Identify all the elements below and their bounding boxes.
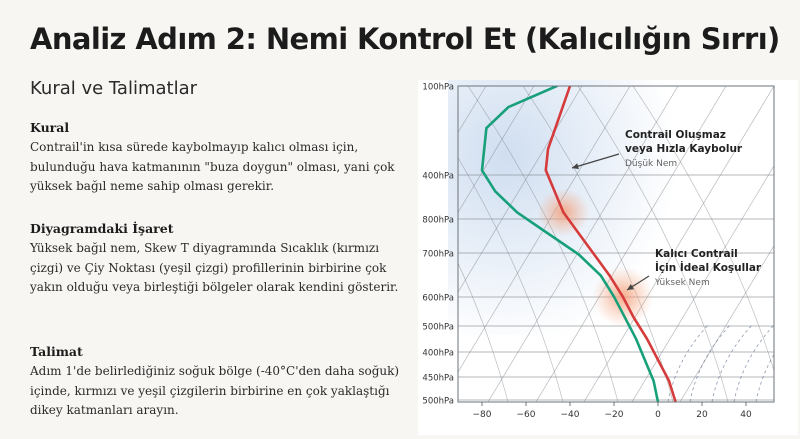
instruction-text: Adım 1'de belirlediğiniz soğuk bölge (-40°C'den daha soğuk) içinde, kırmızı ve yeşil çizgilerin birbirine en çok yaklaştığı dikey katmanları arayın. (30, 364, 400, 417)
x-tick-label: −80 (472, 410, 492, 420)
diagram-sign-heading: Diyagramdaki İşaret (30, 221, 174, 236)
annotation-title-line1: Contrail Oluşmaz (625, 129, 726, 141)
pressure-label: 500hPa (422, 396, 454, 407)
pressure-label: 100hPa (422, 82, 454, 93)
rule-section (30, 120, 400, 197)
skew-t-diagram (418, 80, 798, 435)
diagram-sign-text: Yüksek bağıl nem, Skew T diyagramında Sıcaklık (kırmızı çizgi) ve Çiy Noktası (yeşil çizgi) profillerinin birbirine çok yakın olduğu veya birleştiği bölgeler olarak kendini gösterir. (30, 241, 399, 294)
x-tick-label: 0 (655, 410, 661, 420)
annotation-title-line2: İçin İdeal Koşullar (655, 262, 762, 274)
x-tick-label: 20 (696, 410, 708, 420)
rule-text: Contrail'in kısa sürede kaybolmayıp kalıcı olması için, bulunduğu hava katmanının "buza doygun" olması, yani çok yüksek bağıl neme sahip olması gerekir. (30, 140, 395, 193)
pressure-label: 800hPa (422, 215, 454, 226)
skew-t-svg (418, 80, 798, 435)
pressure-label: 450hPa (422, 373, 454, 384)
pressure-label: 400hPa (422, 171, 454, 182)
diagram-sign-section (30, 221, 400, 298)
section-subtitle: Kural ve Talimatlar (30, 78, 198, 99)
pressure-label: 400hPa (422, 348, 454, 359)
annotation-title-line2: veya Hızla Kaybolur (625, 143, 743, 155)
page-title: Analiz Adım 2: Nemi Kontrol Et (Kalıcılığın Sırrı) (30, 22, 780, 56)
x-tick-label: 40 (740, 410, 752, 420)
rule-heading: Kural (30, 120, 70, 135)
annotation-note: Yüksek Nem (655, 278, 710, 288)
instruction-section (30, 344, 400, 421)
x-tick-label: −20 (604, 410, 624, 420)
pressure-label: 600hPa (422, 293, 454, 304)
x-tick-label: −40 (560, 410, 580, 420)
annotation-note: Düşük Nem (625, 159, 678, 169)
instruction-heading: Talimat (30, 344, 83, 359)
pressure-label: 500hPa (422, 322, 454, 333)
pressure-label: 700hPa (422, 249, 454, 260)
x-tick-label: −60 (516, 410, 536, 420)
annotation-title-line1: Kalıcı Contrail (655, 248, 738, 260)
